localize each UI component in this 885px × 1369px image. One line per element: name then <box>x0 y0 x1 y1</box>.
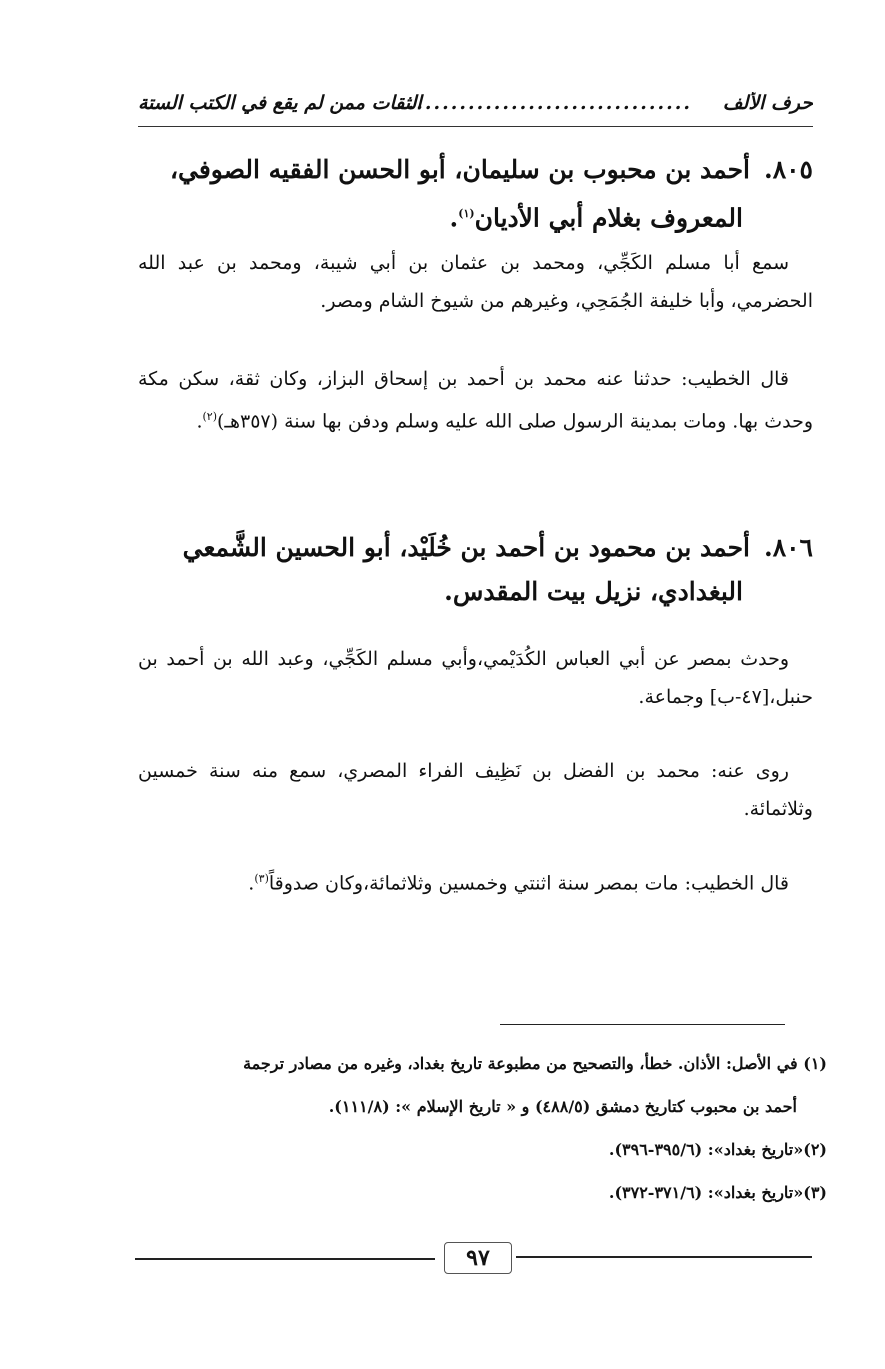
entry-806-title <box>138 526 813 614</box>
entry-805-footnote-marker: (١) <box>458 207 475 220</box>
header-book-title: الثقات ممن لم يقع في الكتب الستة <box>138 92 422 114</box>
entry-805-paragraph-2 <box>138 360 813 440</box>
footnote-3: (٣)«تاريخ بغداد»: (٣٧١/٦-٣٧٢). <box>608 1183 827 1202</box>
entry-805-paragraph-2-marker: (٢) <box>202 410 218 423</box>
entry-806-number: ٨٠٦. <box>763 533 813 562</box>
entry-805-number: ٨٠٥. <box>763 155 813 184</box>
entry-806-paragraph-3-text: قال الخطيب: مات بمصر سنة اثنتي وخمسين وثلاثمائة،وكان صدوقاً <box>268 872 789 895</box>
entry-806-title-line2: البغدادي، نزيل بيت المقدس. <box>444 577 743 606</box>
footnotes <box>127 1042 827 1214</box>
footnote-1-continuation: أحمد بن محبوب كتاريخ دمشق (٤٨٨/٥) و « تاريخ الإسلام »: (١١١/٨). <box>328 1097 797 1116</box>
footnote-separator <box>500 1024 785 1025</box>
running-header <box>138 92 813 122</box>
entry-805-paragraph-2-end: . <box>196 410 203 433</box>
entry-806-paragraph-3-end: . <box>248 872 255 895</box>
bottom-rule-left <box>135 1258 435 1260</box>
header-dots: .................................. <box>399 92 692 114</box>
entry-806-paragraph-3-marker: (٣) <box>254 872 269 885</box>
entry-806-title-line1: أحمد بن محمود بن أحمد بن خُلَيْد، أبو الحسين الشَّمعي <box>182 533 750 562</box>
entry-805-title <box>138 148 813 240</box>
footnote-2: (٢)«تاريخ بغداد»: (٣٩٥/٦-٣٩٦). <box>608 1140 827 1159</box>
entry-805-title-line2-wrap <box>138 192 813 240</box>
entry-805-title-end: . <box>449 203 459 233</box>
entry-806-paragraph-2: روى عنه: محمد بن الفضل بن نَظِيف الفراء المصري، سمع منه سنة خمسين وثلاثمائة. <box>138 760 813 820</box>
entry-806-paragraph-1: وحدث بمصر عن أبي العباس الكُدَيْمي،وأبي مسلم الكَجِّي، وعبد الله بن أحمد بن حنبل،[٤٧-ب] وجماعة. <box>138 648 813 708</box>
header-chapter: حرف الألف <box>722 92 813 114</box>
footnote-1: (١) في الأصل: الأذان. خطأ، والتصحيح من مطبوعة تاريخ بغداد، وغيره من مصادر ترجمة <box>243 1054 827 1073</box>
entry-805-paragraph-2-text: قال الخطيب: حدثنا عنه محمد بن أحمد بن إسحاق البزاز، وكان ثقة، سكن مكة وحدث بها. ومات بمدينة الرسول صلى الله عليه وسلم ودفن بها سنة (٣٥٧هـ) <box>138 368 813 433</box>
page-number: ٩٧ <box>438 1240 518 1276</box>
entry-805-title-line1: أحمد بن محبوب بن سليمان، أبو الحسن الفقيه الصوفي، <box>169 155 750 184</box>
header-rule <box>138 126 813 127</box>
entry-805-title-line2: المعروف بغلام أبي الأديان <box>474 203 743 233</box>
bottom-rule-right <box>516 1256 812 1258</box>
entry-806-paragraph-3 <box>138 860 813 902</box>
entry-805-paragraph-1: سمع أبا مسلم الكَجِّي، ومحمد بن عثمان بن أبي شيبة، ومحمد بن عبد الله الحضرمي، وأبا خليفة الجُمَحِي، وغيرهم من شيوخ الشام ومصر. <box>138 252 813 312</box>
